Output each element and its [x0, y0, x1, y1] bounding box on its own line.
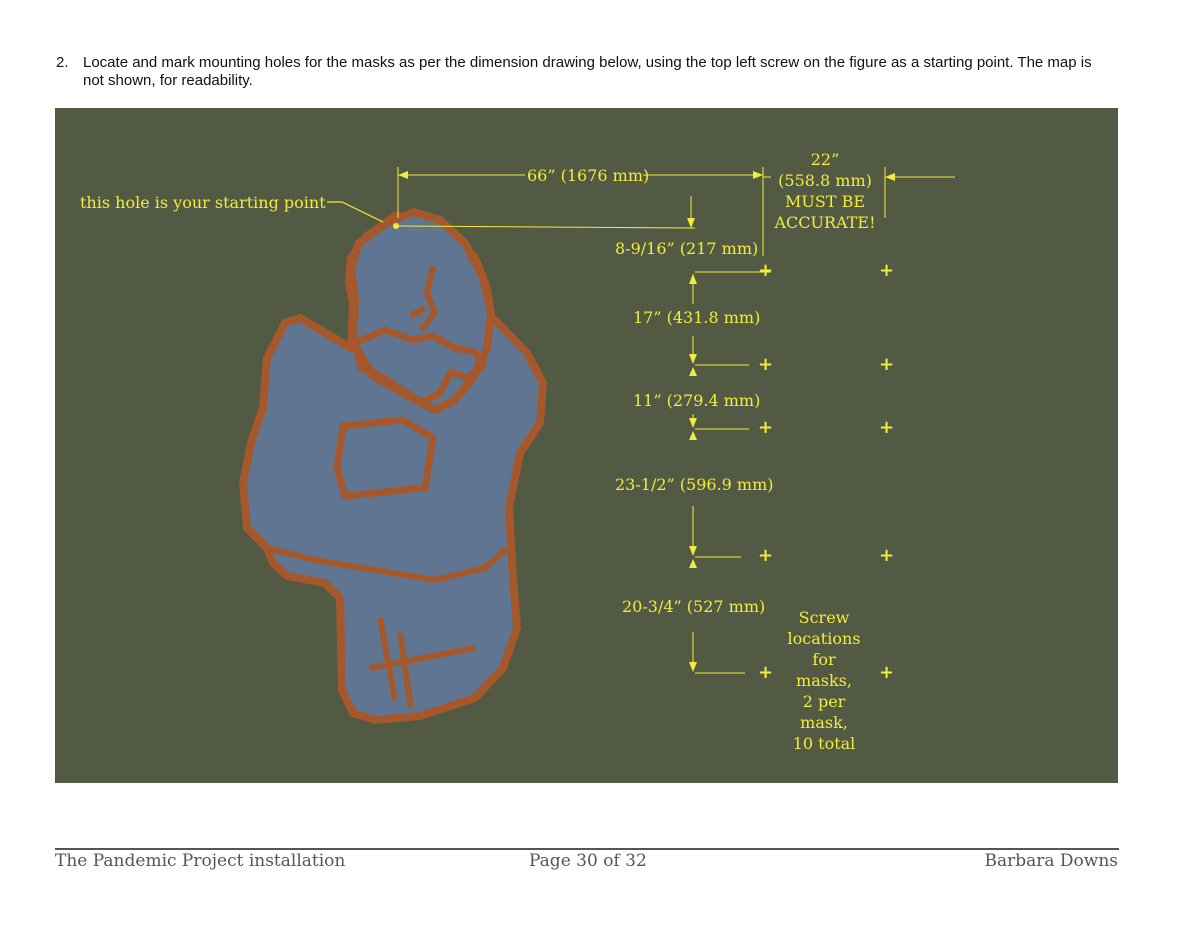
step-text: Locate and mark mounting holes for the masks as per the dimension drawing below, using the top left screw on the figure as a starting point. The map is not shown, for readability.	[83, 54, 1092, 89]
dimension-drawing	[55, 108, 1118, 783]
column-spacing-line-4: ACCURATE!	[774, 213, 876, 232]
footer-title: The Pandemic Project installation	[55, 851, 346, 871]
vertical-dimension-5: 20-3/4” (527 mm)	[622, 597, 766, 616]
vertical-dimension-3: 11” (279.4 mm)	[633, 391, 761, 410]
screw-note-line-6: mask,	[800, 713, 848, 732]
screw-note-line-2: locations	[787, 629, 861, 648]
screw-mark-left-4: +	[758, 545, 774, 566]
vertical-dimension-1: 8-9/16” (217 mm)	[615, 239, 759, 258]
column-spacing-line-1: 22”	[810, 150, 840, 169]
step-number: 2.	[56, 54, 69, 71]
screw-note-line-1: Screw	[798, 608, 850, 627]
column-spacing-line-2: (558.8 mm)	[778, 171, 872, 190]
vertical-dimension-2: 17” (431.8 mm)	[633, 308, 761, 327]
screw-mark-right-1: +	[879, 260, 895, 281]
horizontal-dimension-label: 66” (1676 mm)	[527, 166, 650, 185]
vertical-dimension-4: 23-1/2” (596.9 mm)	[615, 475, 774, 494]
screw-mark-right-3: +	[879, 417, 895, 438]
footer-divider	[55, 848, 1119, 850]
start-leader-line	[327, 202, 383, 222]
screw-mark-left-1: +	[758, 260, 774, 281]
screw-mark-right-2: +	[879, 354, 895, 375]
start-note: this hole is your starting point	[80, 193, 326, 212]
footer-author: Barbara Downs	[984, 851, 1118, 871]
footer-page-number: Page 30 of 32	[529, 851, 647, 871]
column-spacing-label	[770, 149, 880, 233]
screw-note	[774, 607, 874, 754]
column-spacing-line-3: MUST BE	[784, 192, 866, 211]
screw-mark-right-5: +	[879, 662, 895, 683]
screw-mark-right-4: +	[879, 545, 895, 566]
screw-mark-left-5: +	[758, 662, 774, 683]
screw-note-line-7: 10 total	[792, 734, 856, 753]
screw-note-line-3: for	[812, 650, 836, 669]
screw-mark-left-2: +	[758, 354, 774, 375]
screw-note-line-5: 2 per	[802, 692, 846, 711]
screw-note-line-4: masks,	[796, 671, 852, 690]
screw-mark-left-3: +	[758, 417, 774, 438]
